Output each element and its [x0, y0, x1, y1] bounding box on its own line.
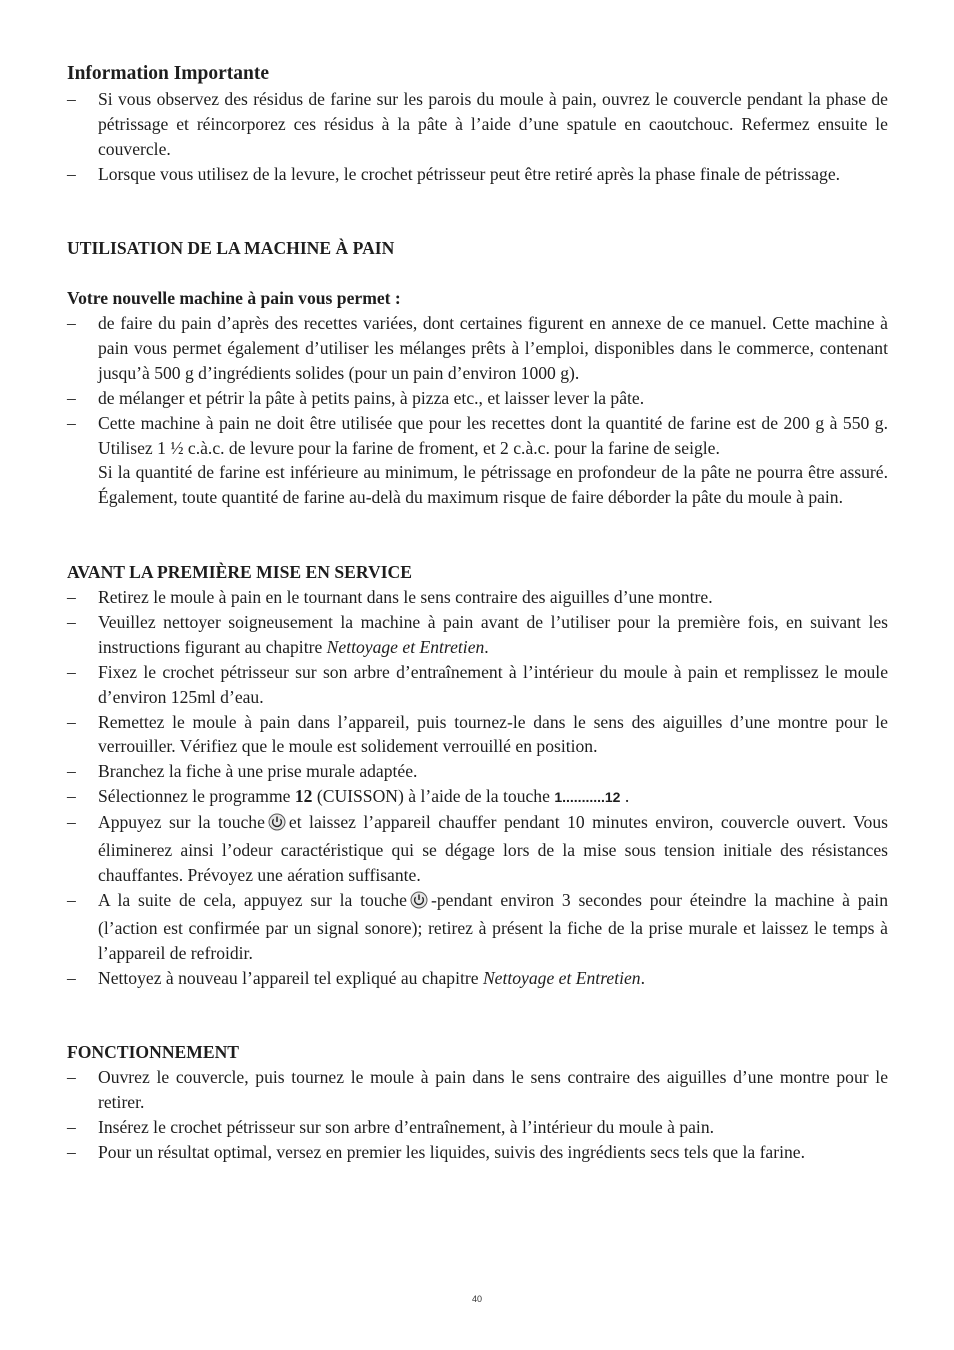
section-title-avant: AVANT LA PREMIÈRE MISE EN SERVICE: [67, 562, 412, 583]
list-item: – Pour un résultat optimal, versez en premier les liquides, suivis des ingrédients secs tels que la farine.: [67, 1141, 805, 1162]
utilisation-list: [67, 311, 888, 460]
power-icon: [268, 813, 286, 838]
list-item: – Nettoyez à nouveau l’appareil tel expliqué au chapitre Nettoyage et Entretien.: [67, 967, 645, 988]
section-title-information: Information Importante: [67, 63, 270, 84]
subheading: Votre nouvelle machine à pain vous permet :: [67, 288, 401, 309]
list-item: – Lorsque vous utilisez de la levure, le crochet pétrisseur peut être retiré après la phase finale de pétrissage.: [67, 163, 841, 184]
list-item: – Ouvrez le couvercle, puis tournez le moule à pain dans le sens contraire des aiguilles d’une montre pour le retirer.: [67, 1067, 888, 1113]
list-item: – Branchez la fiche à une prise murale adaptée.: [67, 761, 418, 782]
list-item: – Appuyez sur la touche et laissez l’appareil chauffer pendant 10 minutes environ, couvercle ouvert. Vous éliminerez ainsi l’odeur caractéristique qui se dégage lors de la mise sous tension initiale des résistances chauffantes. Prévoyez une aération suffisante.: [67, 812, 888, 885]
list-item: – Veuillez nettoyer soigneusement la machine à pain avant de l’utiliser pour la première fois, en suivant les instructions figurant au chapitre Nettoyage et Entretien.: [67, 611, 888, 657]
power-icon: [410, 891, 428, 916]
list-item: – Si vous observez des résidus de farine sur les parois du moule à pain, ouvrez le couvercle pendant la phase de pétrissage et réincorporez ces résidus à la pâte à l’aide d’une spatule en caoutchouc. Refermez ensuite le couvercle.: [67, 88, 888, 159]
list-item: – Insérez le crochet pétrisseur sur son arbre d’entraînement, à l’intérieur du moule à pain.: [67, 1117, 715, 1137]
program-key-label: 1...........12: [554, 789, 621, 806]
manual-page: [67, 60, 888, 1165]
section-title-fonctionnement: FONCTIONNEMENT: [67, 1042, 240, 1063]
list-item: – Remettez le moule à pain dans l’appareil, puis tournez-le dans le sens des aiguilles d’une montre pour le verrouiller. Vérifiez que le moule est solidement verrouillé en position.: [67, 711, 888, 757]
list-item: – Fixez le crochet pétrisseur sur son arbre d’entraînement à l’intérieur du moule à pain et remplissez le moule d’environ 125ml d’eau.: [67, 661, 888, 707]
list-item: – A la suite de cela, appuyez sur la touche -pendant environ 3 secondes pour éteindre la machine à pain (l’action est confirmée par un signal sonore); retirez à présent la fiche de la prise murale et laissez le temps à l’appareil de refroidir.: [67, 889, 888, 963]
continuation-paragraph: Si la quantité de farine est inférieure au minimum, le pétrissage en profondeur de la pâte ne pourra être assuré. Également, toute quantité de farine au-delà du maximum risque de faire déborder la pâte du moule à pain.: [98, 462, 888, 508]
section-title-utilisation: UTILISATION DE LA MACHINE À PAIN: [67, 238, 395, 259]
page-number: 40: [471, 1294, 482, 1304]
list-item: – Retirez le moule à pain en le tournant dans le sens contraire des aiguilles d’une montre.: [67, 586, 713, 607]
list-item: – Sélectionnez le programme 12 (CUISSON) à l’aide de la touche 1...........12 .: [67, 786, 630, 807]
list-item: – de mélanger et pétrir la pâte à petits pains, à pizza etc., et laisser lever la pâte.: [67, 387, 645, 408]
fonctionnement-list: [67, 1065, 888, 1165]
list-item: – Cette machine à pain ne doit être utilisée que pour les recettes dont la quantité de farine est de 200 g à 550 g. Utilisez 1 ½ c.à.c. de levure pour la farine de froment, et 2 c.à.c. pour la farine de seigle.: [67, 412, 888, 458]
list-item: – de faire du pain d’après des recettes variées, dont certaines figurent en annexe de ce manuel. Cette machine à pain vous permet également d’utiliser les mélanges prêts à l’emploi, disponibles dans le commerce, contenant jusqu’à 500 g d’ingrédients solides (pour un pain d’environ 1000 g).: [67, 313, 888, 383]
avant-list: [67, 585, 888, 991]
information-list: [67, 87, 888, 187]
